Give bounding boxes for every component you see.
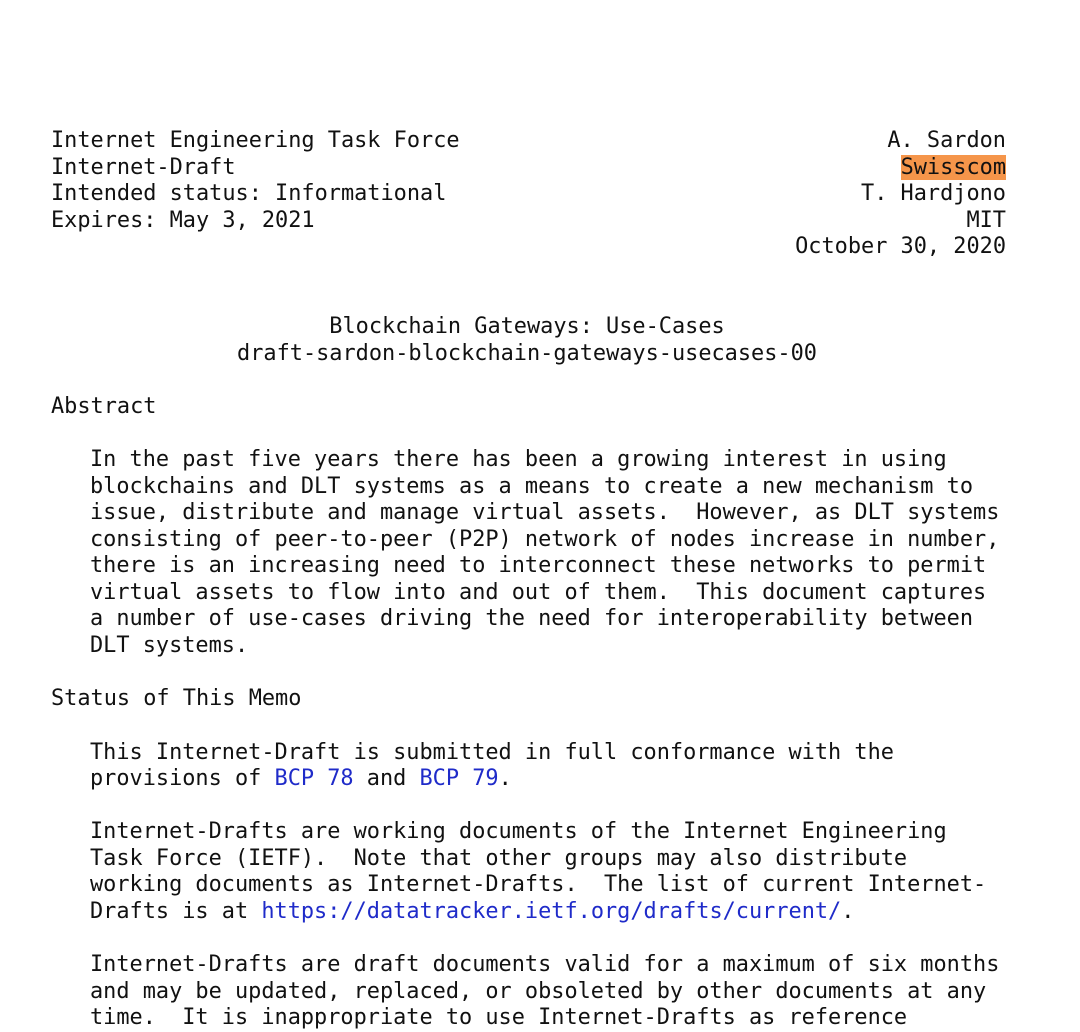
abstract-line: a number of use-cases driving the need for interoperability between — [90, 606, 974, 631]
header-affiliation-mit: MIT — [966, 208, 1006, 233]
document-title: Blockchain Gateways: Use-Cases — [329, 314, 725, 339]
header-doc-type: Internet-Draft — [51, 155, 236, 180]
memo-p1-line: This Internet-Draft is submitted in full conformance with the — [90, 740, 894, 765]
abstract-line: virtual assets to flow into and out of them. This document captures — [90, 580, 987, 605]
bcp78-link[interactable]: BCP 78 — [274, 766, 354, 791]
memo-text: provisions of — [90, 766, 275, 791]
highlighted-swisscom: Swisscom — [900, 155, 1006, 180]
header-org: Internet Engineering Task Force — [51, 128, 460, 153]
status-memo-heading: Status of This Memo — [51, 686, 302, 711]
memo-text: Drafts is at — [90, 899, 262, 924]
abstract-line: DLT systems. — [90, 633, 249, 658]
memo-p1-line-links — [90, 766, 512, 792]
header-affiliation-swisscom — [901, 155, 1006, 181]
header-expires: Expires: May 3, 2021 — [51, 208, 315, 233]
abstract-line: blockchains and DLT systems as a means to create a new mechanism to — [90, 474, 974, 499]
abstract-line: issue, distribute and manage virtual assets. However, as DLT systems — [90, 500, 1000, 525]
memo-text: . — [498, 766, 512, 791]
memo-text: and — [353, 766, 420, 791]
header-date: October 30, 2020 — [795, 234, 1006, 259]
datatracker-link[interactable]: https://datatracker.ietf.org/drafts/current/ — [261, 899, 842, 924]
abstract-line: In the past five years there has been a growing interest in using — [90, 447, 947, 472]
header-intended-status: Intended status: Informational — [51, 181, 447, 206]
header-author-hardjono: T. Hardjono — [861, 181, 1006, 206]
memo-p2-line: Task Force (IETF). Note that other groups may also distribute — [90, 846, 908, 871]
memo-p3-line: and may be updated, replaced, or obsoleted by other documents at any — [90, 979, 987, 1004]
memo-p3-line: Internet-Drafts are draft documents valid for a maximum of six months — [90, 952, 1000, 977]
memo-p3-line: time. It is inappropriate to use Internet-Drafts as reference — [90, 1005, 908, 1030]
memo-p2-line: Internet-Drafts are working documents of the Internet Engineering — [90, 819, 947, 844]
abstract-heading: Abstract — [51, 394, 157, 419]
memo-p2-line: working documents as Internet-Drafts. The list of current Internet- — [90, 872, 987, 897]
draft-name: draft-sardon-blockchain-gateways-usecases-00 — [237, 341, 817, 366]
memo-p2-line-link — [90, 899, 854, 925]
bcp79-link[interactable]: BCP 79 — [419, 766, 499, 791]
memo-text: . — [841, 899, 855, 924]
abstract-line: there is an increasing need to interconnect these networks to permit — [90, 553, 987, 578]
abstract-line: consisting of peer-to-peer (P2P) network of nodes increase in number, — [90, 527, 1000, 552]
header-author-sardon: A. Sardon — [887, 128, 1006, 153]
